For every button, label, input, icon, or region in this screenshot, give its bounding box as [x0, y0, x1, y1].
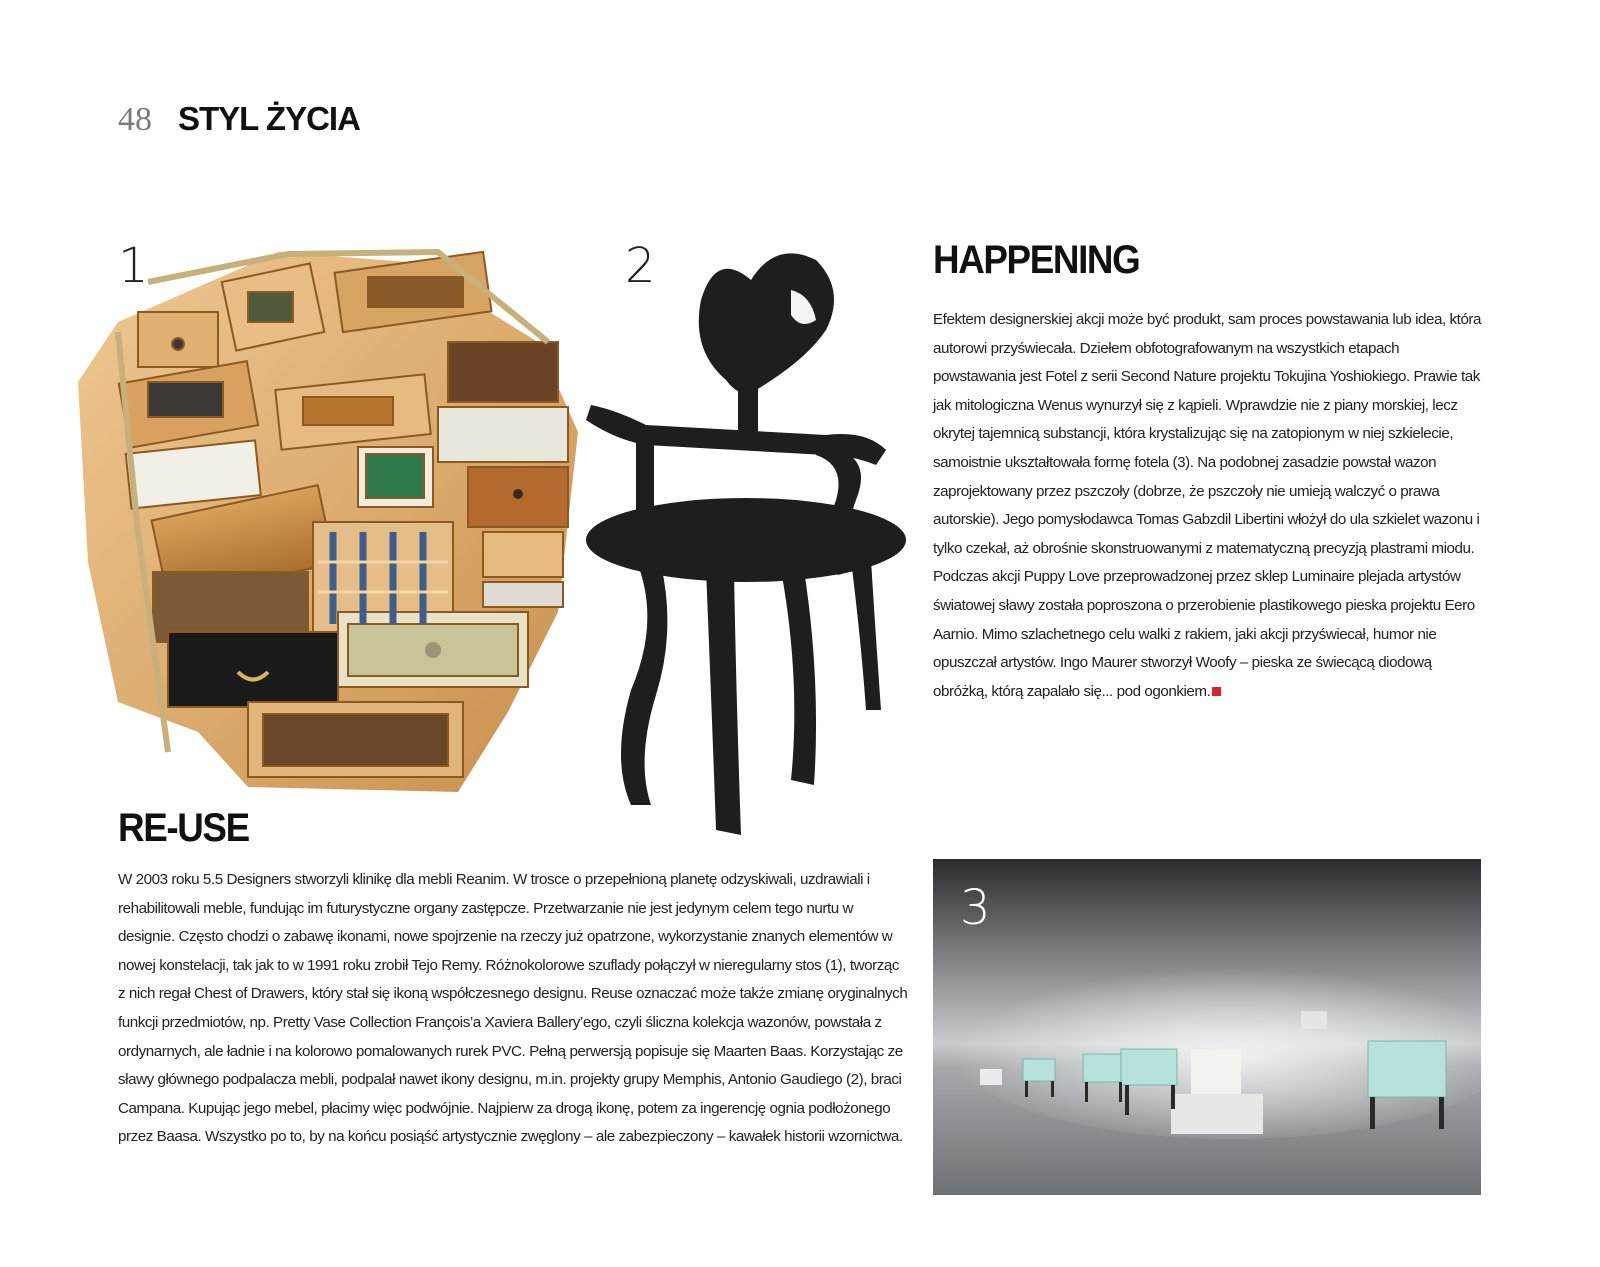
reuse-heading: RE-USE	[118, 806, 249, 850]
page-number: 48	[118, 101, 152, 138]
happening-paragraph-2	[933, 563, 1483, 706]
burnt-chair-photo	[576, 240, 906, 850]
page-header	[118, 100, 360, 139]
happening-paragraph-2-text: Podczas akcji Puppy Love przeprowadzonej przez sklep Luminaire plejada artystów światowej sławy została poproszona o przerobienie plastikowego pieska projektu Eero Aarnio. Mimo szlachetnego celu walki z rakiem, jaki akcji przyświecał, humor nie opuszczał artystów. Ingo Maurer stworzył Woofy – pieska ze świecącą diodową obróżką, którą zapalało się... pod ogonkiem.	[933, 568, 1475, 700]
happening-paragraph-1: Efektem designerskiej akcji może być produkt, sam proces powstawania lub idea, która autorowi przyświecała. Dziełem obfotografowanym na wszystkich etapach powstawania jest Fotel z serii Second Nature projektu Tokujina Yoshiokiego. Prawie tak jak mitologiczna Wenus wynurzył się z kąpieli. Wprawdzie nie z piany morskiej, lecz okrytej tajemnicą substancji, która krystalizując się na zatopionym w niej szkielecie, samoistnie ukształtowała formę fotela (3). Na podobnej zasadzie powstał wazon zaprojektowany przez pszczoły (dobrze, że pszczoły nie umieją walczyć o prawa autorskie). Jego pomysłodawca Tomas Gabzdil Libertini włożył do ula szkielet wazonu i tylko czekał, aż obrośnie skonstruowanymi z matematyczną precyzją plastrami miodu.	[933, 311, 1482, 557]
figure-number-3: 3	[960, 880, 991, 936]
happening-heading: HAPPENING	[933, 238, 1140, 282]
section-title: STYL ŻYCIA	[178, 100, 360, 137]
end-mark-icon	[1212, 687, 1221, 696]
chest-of-drawers-photo	[78, 232, 598, 797]
happening-text	[933, 306, 1483, 706]
figure-number-2: 2	[625, 238, 656, 294]
reuse-paragraph: W 2003 roku 5.5 Designers stworzyli klinikę dla mebli Reanim. W trosce o przepełnioną planetę odzyskiwali, uzdrawiali i rehabilitowali meble, fundując im futurystyczne organy zastępcze. Przetwarzanie nie jest jedynym celem tego nurtu w designie. Często chodzi o zabawę ikonami, nowe spojrzenie na rzeczy już opatrzone, wykorzystanie znanych elementów w nowej konstelacji, tak jak to w 1991 roku zrobił Tejo Remy. Różnokolorowe szuflady połączył w nieregularny stos (1), tworząc z nich regał Chest of Drawers, który stał się ikoną współczesnego designu. Reuse oznaczać może także zmianę oryginalnych funkcji przedmiotów, np. Pretty Vase Collection François’a Xaviera Ballery’ego, czyli śliczna kolekcja wazonów, powstała z ordynarnych, ale ładnie i na kolorowo pomalowanych rurek PVC. Pełną perwersją popisuje się Maarten Baas. Korzystając ze sławy głównego podpalacza mebli, podpalał nawet ikony designu, m.in. projekty grupy Memphis, Antonio Gaudiego (2), braci Campana. Kupując jego mebel, płacimy więc podwójnie. Najpierw za drogą ikonę, potem za ingerencję ognia podłożonego przez Baasa. Wszystko po to, by na końcu posiąść artystycznie zwęglony – ale zabezpieczony – kawałek historii wzornictwa.	[118, 871, 908, 1146]
reuse-text	[118, 866, 908, 1152]
second-nature-exhibition-photo	[933, 859, 1481, 1195]
figure-number-1: 1	[118, 238, 149, 294]
